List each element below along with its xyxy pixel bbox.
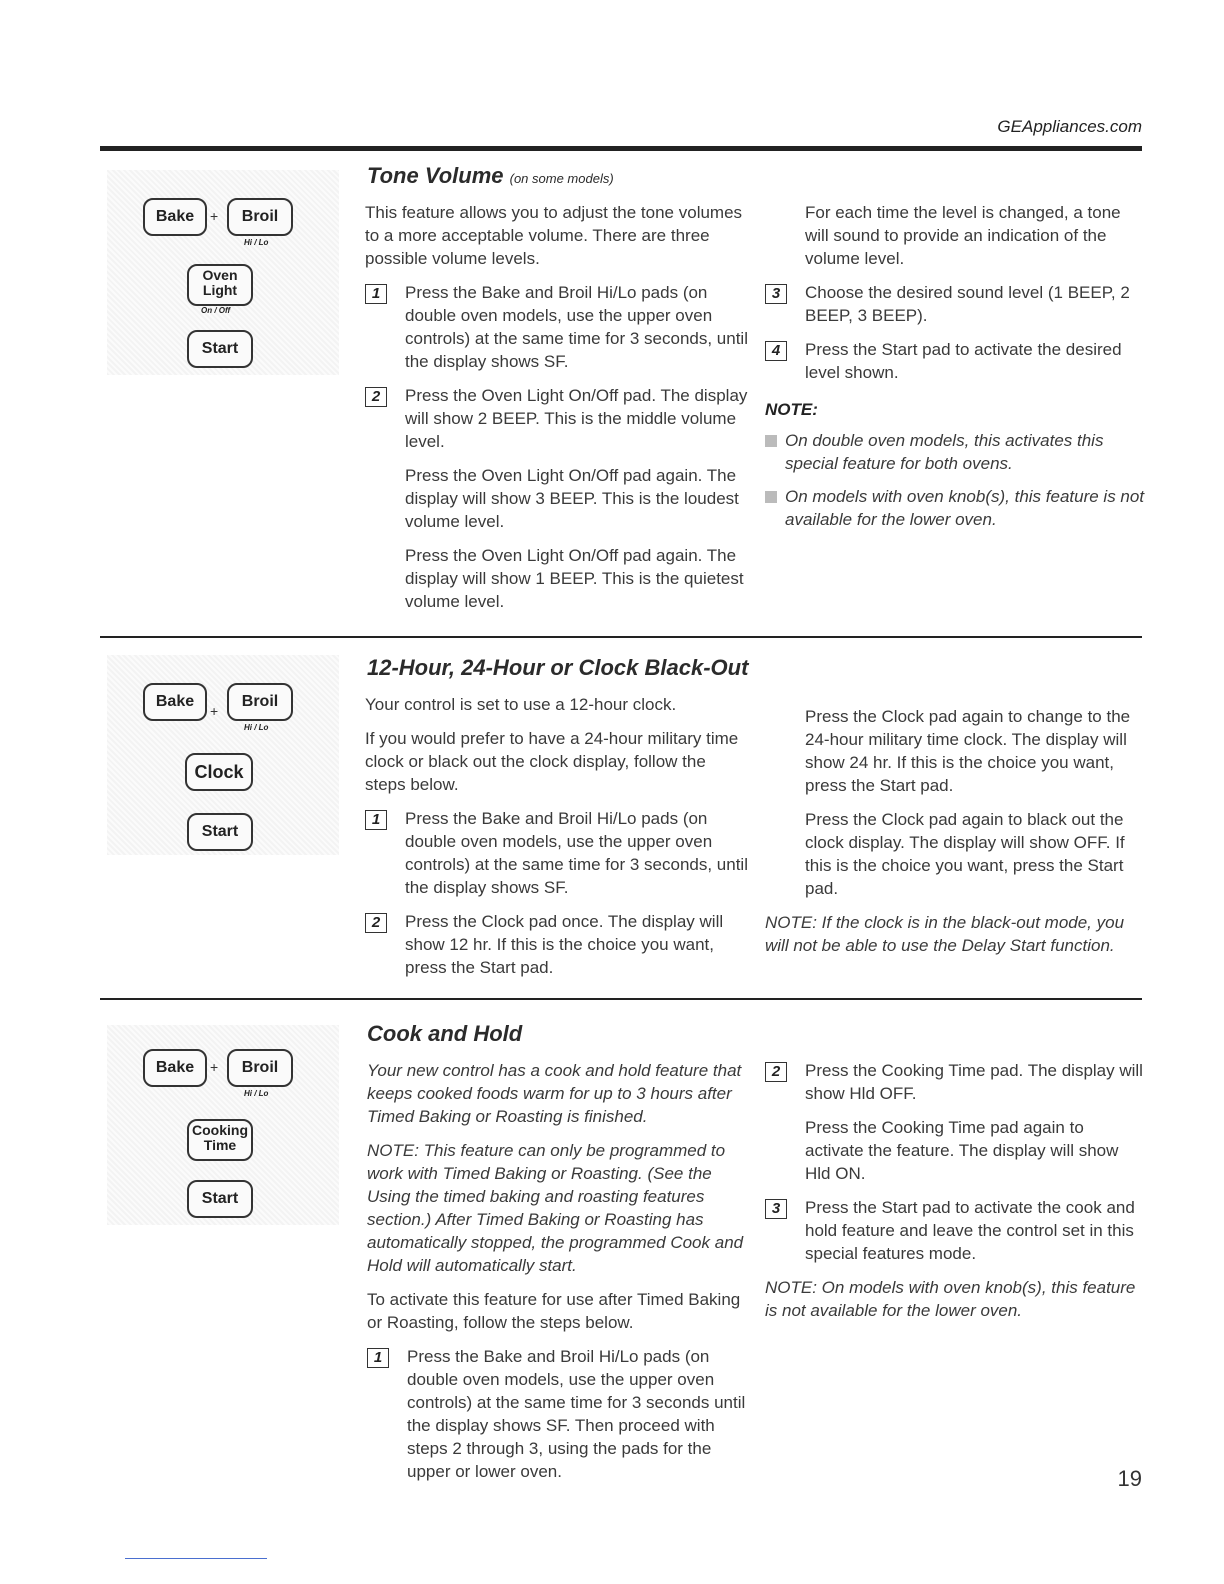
broil-pad: Broil <box>227 683 293 721</box>
tone-volume-title <box>367 163 614 189</box>
start-pad: Start <box>187 813 253 851</box>
step-number: 1 <box>365 284 387 304</box>
tone-note-bullet <box>765 429 1145 475</box>
tone-step-2 <box>365 384 750 453</box>
cook-hold-step-2 <box>765 1059 1145 1105</box>
step-text: Press the Bake and Broil Hi/Lo pads (on double oven models, use the upper oven controls) at the same time for 3 seconds, until the display shows SF. <box>405 283 748 371</box>
step-text: Press the Start pad to activate the desired level shown. <box>805 340 1122 382</box>
step-text: Press the Bake and Broil Hi/Lo pads (on double oven models, use the upper oven controls) at the same time for 3 seconds until the display shows SF. Then proceed with steps 2 through 3, using the pads for the upper or lower oven. <box>407 1347 746 1481</box>
tone-volume-title-text: Tone Volume <box>367 163 504 188</box>
section-divider <box>100 998 1142 1000</box>
start-pad: Start <box>187 1180 253 1218</box>
tone-volume-right-intro: For each time the level is changed, a tone will sound to provide an indication of the volume level. <box>805 203 1121 268</box>
tone-volume-intro: This feature allows you to adjust the tone volumes to a more acceptable volume. There are three possible volume levels. <box>365 203 743 268</box>
plus-sign: + <box>210 1059 219 1075</box>
clock-pad: Clock <box>185 753 253 791</box>
clock-left-column <box>365 693 750 990</box>
clock-right-column <box>765 705 1145 968</box>
tone-step-2-continued: Press the Oven Light On/Off pad again. The display will show 3 BEEP. This is the loudest volume level. <box>405 466 739 531</box>
tone-note-bullet <box>765 485 1145 531</box>
step-number: 1 <box>367 1348 389 1368</box>
cook-hold-note-2: NOTE: On models with oven knob(s), this feature is not available for the lower oven. <box>765 1278 1136 1320</box>
tone-volume-control-panel <box>107 170 339 375</box>
cook-hold-step-3 <box>765 1196 1145 1265</box>
plus-sign: + <box>210 703 219 719</box>
clock-intro-2: If you would prefer to have a 24-hour military time clock or black out the clock display, follow the steps below. <box>365 729 739 794</box>
step-number: 4 <box>765 341 787 361</box>
step-text: Choose the desired sound level (1 BEEP, 2 BEEP, 3 BEEP). <box>805 283 1130 325</box>
step-text: Press the Bake and Broil Hi/Lo pads (on double oven models, use the upper oven controls) at the same time for 3 seconds, until the display shows SF. <box>405 809 748 897</box>
cook-hold-intro: Your new control has a cook and hold feature that keeps cooked foods warm for up to 3 hours after Timed Baking or Roasting is finished. <box>367 1061 742 1126</box>
tone-note-label: NOTE: <box>765 400 818 419</box>
oven-light-line1: Oven <box>202 267 238 283</box>
clock-intro: Your control is set to use a 12-hour clock. <box>365 695 677 714</box>
bullet-text: On double oven models, this activates this special feature for both ovens. <box>785 431 1104 473</box>
clock-blackout-text: Press the Clock pad again to black out the clock display. The display will show OFF. If this is the choice you want, press the Start pad. <box>805 810 1125 898</box>
cook-hold-activate-text: To activate this feature for use after Timed Baking or Roasting, follow the steps below. <box>367 1290 741 1332</box>
bullet-square-icon <box>765 435 777 447</box>
broil-hi-lo-label: Hi / Lo <box>244 238 269 247</box>
bake-pad: Bake <box>143 683 207 721</box>
cook-hold-control-panel <box>107 1025 339 1225</box>
bake-pad: Bake <box>143 198 207 236</box>
tone-step-2-continued-2: Press the Oven Light On/Off pad again. The display will show 1 BEEP. This is the quietest volume level. <box>405 546 744 611</box>
broil-hi-lo-label: Hi / Lo <box>244 723 269 732</box>
site-url: GEAppliances.com <box>997 117 1142 136</box>
footer-link-underline <box>125 1558 267 1559</box>
bullet-text: On models with oven knob(s), this feature is not available for the lower oven. <box>785 487 1145 529</box>
clock-step-1 <box>365 807 750 899</box>
cook-hold-step-2-continued: Press the Cooking Time pad again to activate the feature. The display will show Hld ON. <box>805 1118 1119 1183</box>
oven-light-on-off-label: On / Off <box>201 306 231 315</box>
broil-pad: Broil <box>227 1049 293 1087</box>
plus-sign: + <box>210 208 219 224</box>
step-number: 2 <box>365 387 387 407</box>
cooking-time-line2: Time <box>203 1136 237 1153</box>
top-rule <box>100 146 1142 151</box>
cook-hold-right-column <box>765 1059 1145 1333</box>
oven-light-line2: Light <box>202 281 238 298</box>
section-divider <box>100 636 1142 638</box>
cook-hold-title: Cook and Hold <box>367 1021 523 1046</box>
step-number: 3 <box>765 284 787 304</box>
tone-volume-title-note: (on some models) <box>509 171 614 186</box>
page-number: 19 <box>1117 1466 1142 1491</box>
tone-step-1 <box>365 281 750 373</box>
cook-hold-step-1 <box>367 1345 752 1483</box>
tone-volume-right-column <box>765 201 1145 541</box>
step-number: 1 <box>365 810 387 830</box>
start-pad: Start <box>187 330 253 368</box>
broil-pad: Broil <box>227 198 293 236</box>
tone-step-3 <box>765 281 1145 327</box>
step-text: Press the Start pad to activate the cook and hold feature and leave the control set in this special features mode. <box>805 1198 1135 1263</box>
step-text: Press the Oven Light On/Off pad. The display will show 2 BEEP. This is the middle volume level. <box>405 386 748 451</box>
step-text: Press the Clock pad once. The display will show 12 hr. If this is the choice you want, press the Start pad. <box>405 912 724 977</box>
clock-note: NOTE: If the clock is in the black-out mode, you will not be able to use the Delay Start function. <box>765 913 1125 955</box>
clock-control-panel <box>107 655 339 855</box>
cooking-time-line1: Cooking <box>192 1122 248 1138</box>
step-number: 3 <box>765 1199 787 1219</box>
step-text: Press the Cooking Time pad. The display will show Hld OFF. <box>805 1061 1143 1103</box>
tone-step-4 <box>765 338 1145 384</box>
broil-hi-lo-label: Hi / Lo <box>244 1089 269 1098</box>
step-number: 2 <box>365 913 387 933</box>
oven-light-pad <box>187 264 253 306</box>
clock-step-2 <box>365 910 750 979</box>
cook-hold-note: NOTE: This feature can only be programmed to work with Timed Baking or Roasting. (See the Using the timed baking and roasting features section.) After Timed Baking or Roasting has automatically stopped, the programmed Cook and Hold will automatically start. <box>367 1141 744 1275</box>
bullet-square-icon <box>765 491 777 503</box>
cook-hold-left-column <box>367 1059 752 1494</box>
cooking-time-pad <box>187 1119 253 1161</box>
step-number: 2 <box>765 1062 787 1082</box>
clock-24hr-text: Press the Clock pad again to change to the 24-hour military time clock. The display will show 24 hr. If this is the choice you want, press the Start pad. <box>805 707 1131 795</box>
tone-volume-left-column <box>365 201 750 624</box>
bake-pad: Bake <box>143 1049 207 1087</box>
clock-section-title: 12-Hour, 24-Hour or Clock Black-Out <box>367 655 749 680</box>
